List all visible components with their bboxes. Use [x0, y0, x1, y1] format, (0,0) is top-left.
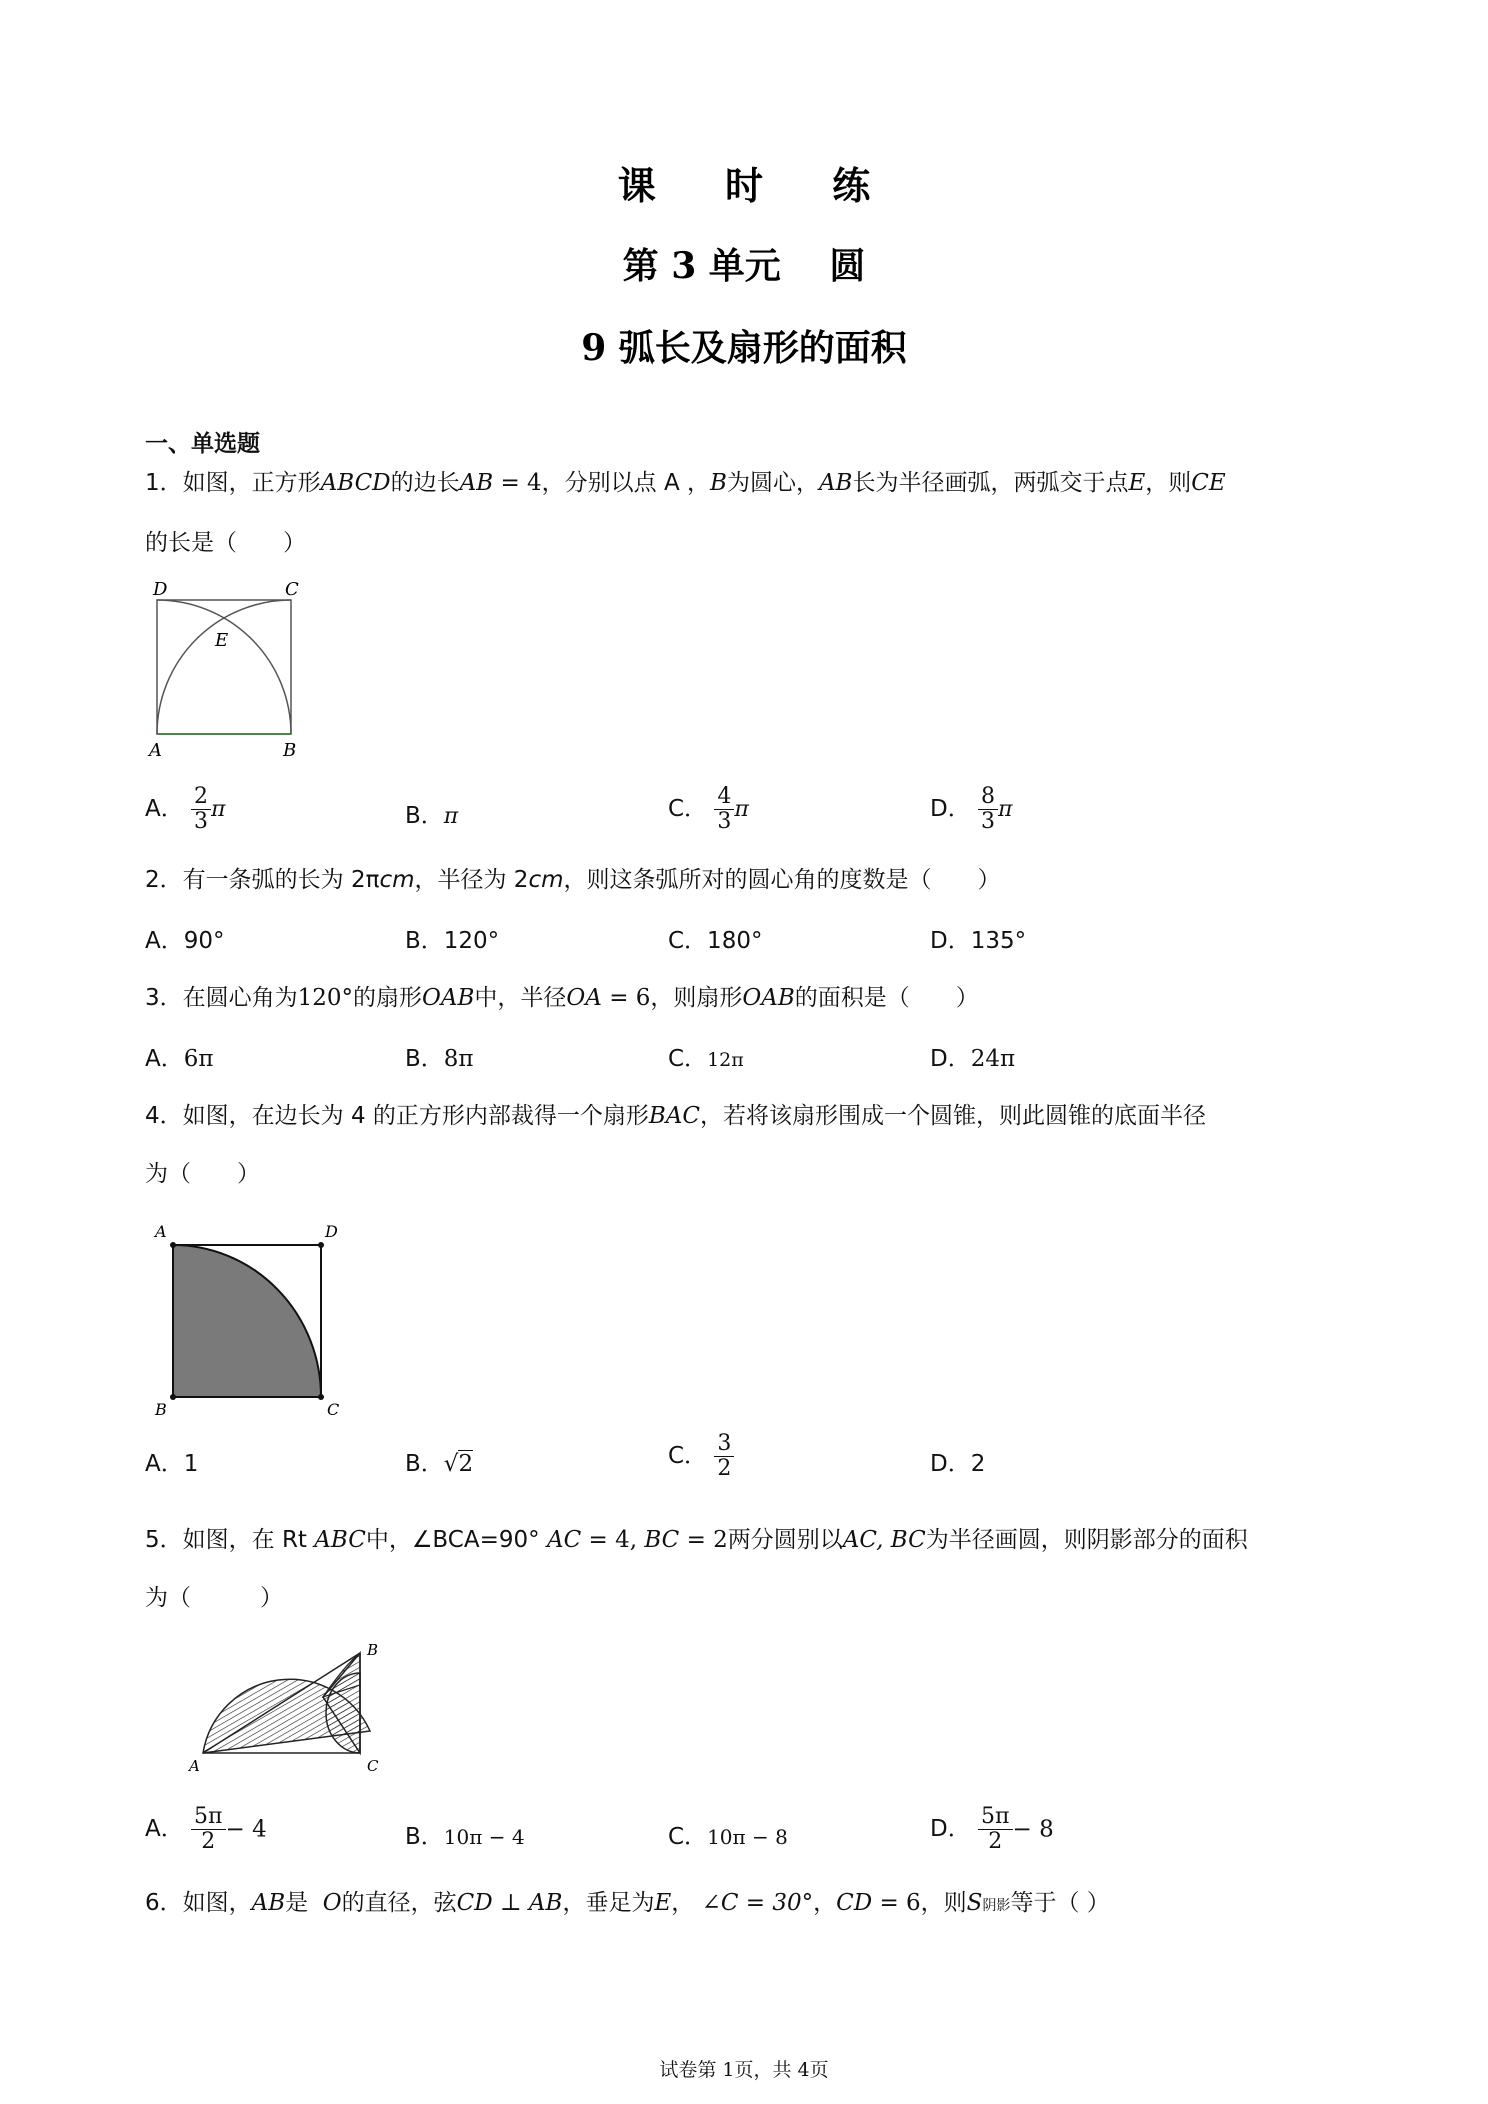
lesson-title: 9 弧长及扇形的面积: [581, 327, 907, 369]
page-title: 课 时 练: [617, 163, 899, 208]
fig4-label-d: D: [325, 1222, 338, 1241]
fig5-label-b: B: [367, 1641, 379, 1659]
question-5-stem: 5．如图，在 Rt ABC中，∠BCA=90° AC = 4, BC = 2两分圆别以AC, BC为半径画圆，则阴影部分的面积: [145, 1527, 1248, 1553]
q4-option-d[interactable]: D．2: [930, 1451, 986, 1477]
q2-option-c[interactable]: C．180°: [668, 928, 763, 954]
q4-option-c[interactable]: C． $\frac{3}{2}$: [668, 1432, 734, 1481]
question-5-stem-line2: 为（ ）: [145, 1585, 283, 1611]
q2-option-a[interactable]: A．90°: [145, 928, 225, 954]
question-4-stem: 4．如图，在边长为 4 的正方形内部裁得一个扇形BAC，若将该扇形围成一个圆锥，则此圆锥的底面半径: [145, 1103, 1207, 1129]
fig1-label-a: A: [149, 740, 162, 761]
fig1-label-b: B: [283, 740, 297, 761]
q3-option-d[interactable]: D．24π: [930, 1046, 1016, 1072]
fig1-label-e: E: [215, 630, 229, 651]
q4-option-b[interactable]: B．√2: [405, 1451, 474, 1477]
q5-option-b[interactable]: B．10π − 4: [405, 1824, 525, 1850]
q3-option-b[interactable]: B．8π: [405, 1046, 474, 1072]
question-1-figure: [145, 580, 305, 765]
fig5-label-a: A: [189, 1757, 200, 1775]
q4-option-a[interactable]: A．1: [145, 1451, 199, 1477]
q5-option-c[interactable]: C．10π − 8: [668, 1824, 788, 1850]
q1-option-b[interactable]: B．π: [405, 803, 459, 829]
q5-option-a[interactable]: A． $\frac{5\pi}{2}$ − 4: [145, 1804, 267, 1854]
question-5-figure: [175, 1635, 395, 1780]
question-1-stem-line2: 的长是（ ）: [145, 530, 306, 556]
question-2-stem: 2．有一条弧的长为 2πcm，半径为 2cm，则这条弧所对的圆心角的度数是（ ）: [145, 867, 1001, 893]
question-3-stem: 3．在圆心角为120°的扇形OAB中，半径OA = 6，则扇形OAB的面积是（ ）: [145, 985, 979, 1011]
unit-title: 第 3 单元 圆: [622, 245, 866, 287]
q2-option-b[interactable]: B．120°: [405, 928, 500, 954]
question-1-stem: 1．如图，正方形ABCD的边长AB = 4，分别以点 A ，B为圆心，AB长为半径画弧，两弧交于点E，则CE: [145, 470, 1226, 496]
fig5-label-c: C: [367, 1757, 379, 1775]
page-footer: 试卷第 1页，共 4页: [659, 2059, 829, 2081]
question-4-stem-line2: 为（ ）: [145, 1161, 260, 1187]
q2-option-d[interactable]: D．135°: [930, 928, 1027, 954]
q5-option-d[interactable]: D． $\frac{5\pi}{2}$ − 8: [930, 1804, 1054, 1854]
q3-option-a[interactable]: A．6π: [145, 1046, 214, 1072]
question-4-figure: [145, 1215, 345, 1420]
q1-option-d[interactable]: D． $\frac{8}{3}$ π: [930, 784, 1013, 834]
fig1-label-c: C: [285, 580, 299, 600]
section-heading: 一、单选题: [145, 431, 260, 457]
fig4-label-a: A: [155, 1222, 167, 1241]
q1-option-c[interactable]: C． $\frac{4}{3}$ π: [668, 784, 749, 834]
fig1-label-d: D: [153, 580, 168, 600]
q3-option-c[interactable]: C．12π: [668, 1046, 744, 1072]
fig4-label-c: C: [327, 1400, 340, 1419]
q1-option-a[interactable]: A． $\frac{2}{3}$ π: [145, 784, 226, 834]
question-6-stem: 6．如图，AB是 O的直径，弦CD ⊥ AB，垂足为E， ∠C = 30°，CD = 6，则S阴影等于（ ）: [145, 1890, 1110, 1916]
fig4-label-b: B: [155, 1400, 167, 1419]
